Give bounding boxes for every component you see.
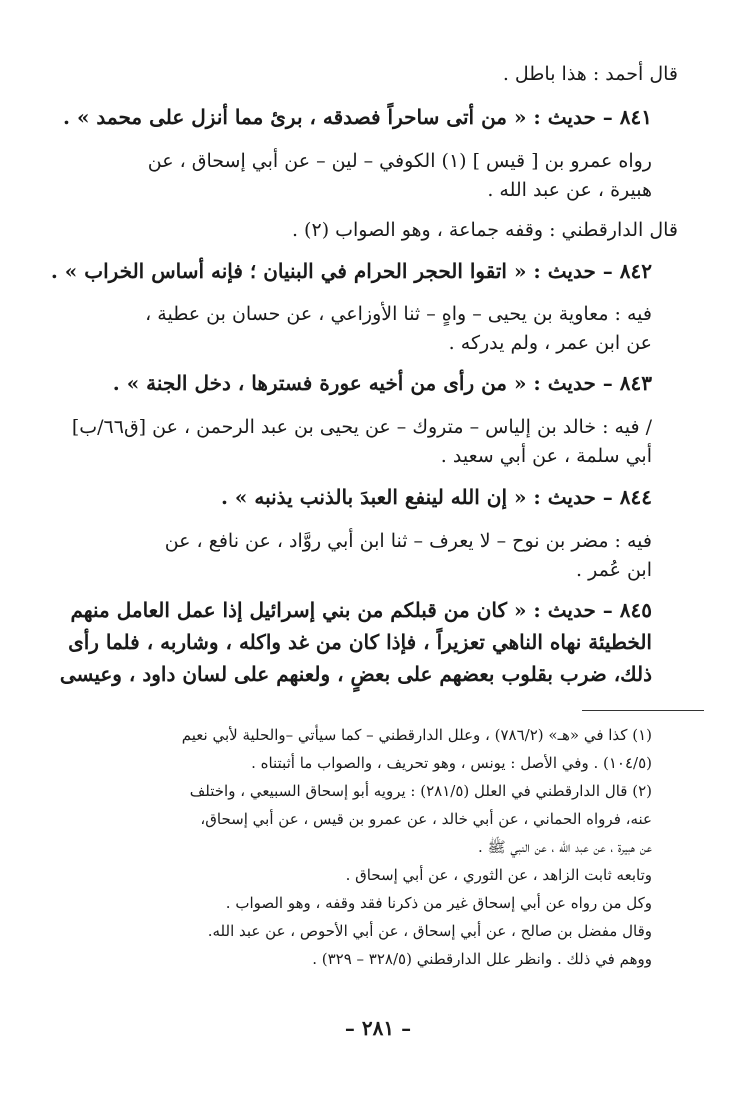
footnote-line: وقال مفضل بن صالح ، عن أبي إسحاق ، عن أبي الأحوص ، عن عبد الله.: [207, 922, 652, 940]
footnote-line: ووهم في ذلك . وانظر علل الدارقطني (٣٢٨/٥ – ٣٢٩) .: [312, 950, 652, 968]
hadith-heading-843: ٨٤٣ – حديث : « من رأى من أخيه عورة فسترها ، دخل الجنة » .: [112, 371, 652, 395]
text-line-bold: ذلك، ضرب بقلوب بعضهم على بعضٍ ، ولعنهم على لسان داود ، وعيسى: [59, 662, 652, 686]
text-line: فيه : معاوية بن يحيى – واهٍ – ثنا الأوزاعي ، عن حسان بن عطية ،: [145, 303, 652, 325]
page-number: – ٢٨١ –: [344, 1016, 412, 1040]
text-line: أبي سلمة ، عن أبي سعيد .: [440, 445, 652, 467]
text-line: قال الدارقطني : وقفه جماعة ، وهو الصواب (٢) .: [291, 219, 678, 241]
footnote-line: عن هبيرة ، عن عبد الله ، عن النبي ﷺ .: [477, 838, 652, 856]
footnote-line: (١٠٤/٥) . وفي الأصل : يونس ، وهو تحريف ، والصواب ما أثبتناه .: [251, 754, 652, 772]
text-line-bold: الخطيئة نهاه الناهي تعزيراً ، فإذا كان من غد واكله ، وشاربه ، فلما رأى: [68, 630, 652, 654]
hadith-heading-841: ٨٤١ – حديث : « من أتى ساحراً فصدقه ، برئ مما أنزل على محمد » .: [63, 105, 652, 129]
text-line: هبيرة ، عن عبد الله .: [487, 179, 652, 201]
footnote-line: عنه، فرواه الحماني ، عن أبي خالد ، عن عمرو بن قيس ، عن أبي إسحاق،: [200, 810, 652, 828]
text-line: فيه : مضر بن نوح – لا يعرف – ثنا ابن أبي روَّاد ، عن نافع ، عن: [164, 530, 652, 552]
footnote-line: (١) كذا في «هـ» (٧٨٦/٢) ، وعلل الدارقطني – كما سيأتي –والحلية لأبي نعيم: [181, 726, 652, 744]
text-line: قال أحمد : هذا باطل .: [502, 63, 678, 85]
footnote-line: وتابعه ثابت الزاهد ، عن الثوري ، عن أبي إسحاق .: [345, 866, 652, 884]
text-line: رواه عمرو بن [ قيس ] (١) الكوفي – لين – عن أبي إسحاق ، عن: [147, 150, 652, 172]
text-line: / فيه : خالد بن إلياس – متروك – عن يحيى بن عبد الرحمن ، عن [ق٦٦/ب]: [71, 416, 652, 438]
text-line: ابن عُمر .: [576, 559, 652, 581]
footnote-separator: [582, 710, 704, 711]
hadith-heading-842: ٨٤٢ – حديث : « اتقوا الحجر الحرام في البنيان ؛ فإنه أساس الخراب » .: [50, 259, 652, 283]
hadith-heading-845: ٨٤٥ – حديث : « كان من قبلكم من بني إسرائيل إذا عمل العامل منهم: [70, 598, 652, 622]
footnote-line: (٢) قال الدارقطني في العلل (٢٨١/٥) : يرويه أبو إسحاق السبيعي ، واختلف: [189, 782, 652, 800]
footnote-line: وكل من رواه عن أبي إسحاق غير من ذكرنا فقد وقفه ، وهو الصواب .: [225, 894, 652, 912]
text-line: عن ابن عمر ، ولم يدركه .: [448, 332, 652, 354]
hadith-heading-844: ٨٤٤ – حديث : « إن الله لينفع العبدَ بالذنب يذنبه » .: [220, 485, 652, 509]
